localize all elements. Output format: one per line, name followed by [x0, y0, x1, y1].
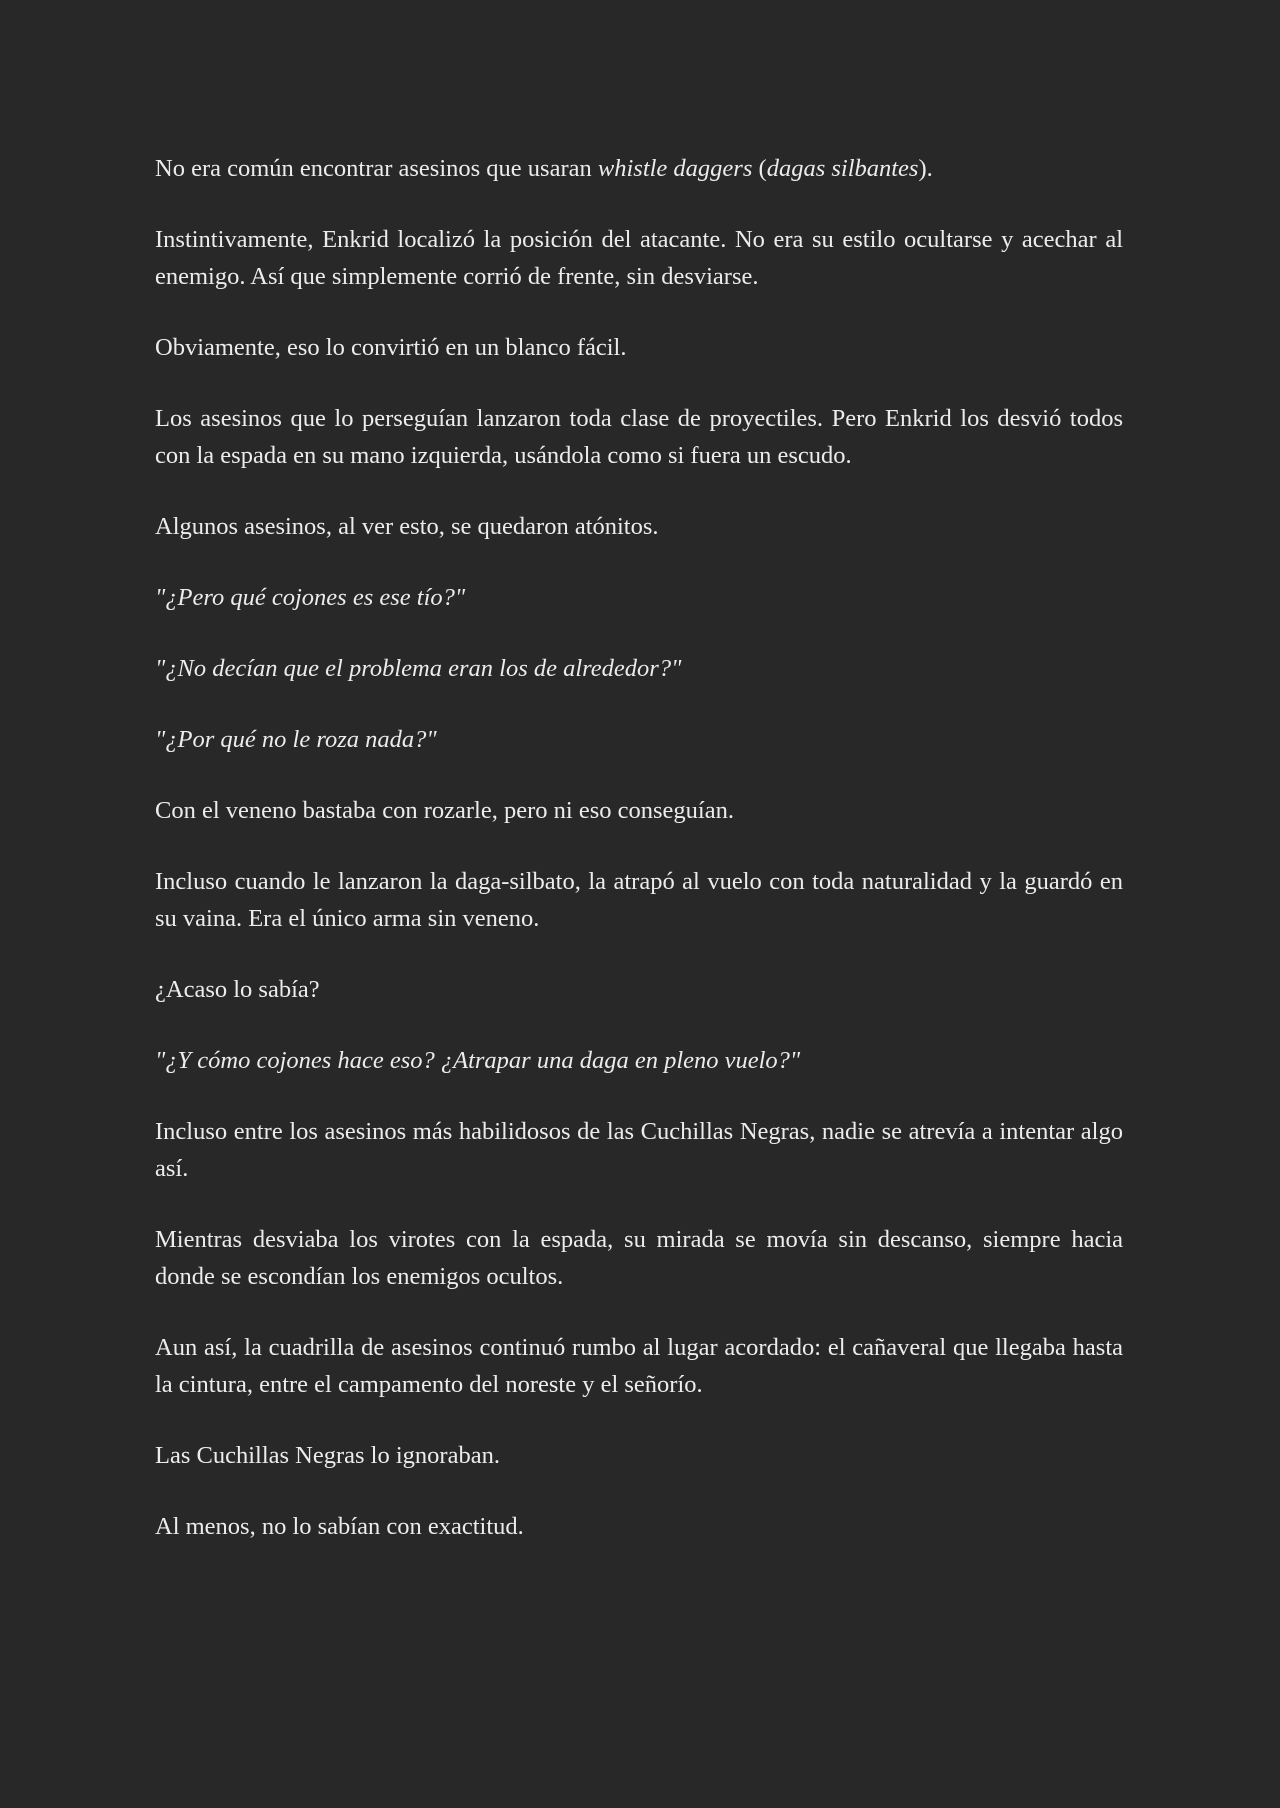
paragraph: Incluso entre los asesinos más habilidosos de las Cuchillas Negras, nadie se atrevía a intentar algo así. — [155, 1118, 1123, 1182]
dialogue-line: "¿Y cómo cojones hace eso? ¿Atrapar una daga en pleno vuelo?" — [155, 1047, 801, 1074]
paragraph: Con el veneno bastaba con rozarle, pero ni eso conseguían. — [155, 797, 734, 824]
emphasis-text: dagas silbantes — [766, 155, 919, 182]
paragraph: Las Cuchillas Negras lo ignoraban. — [155, 1442, 500, 1469]
dialogue-line: "¿No decían que el problema eran los de alrededor?" — [155, 655, 682, 682]
paragraph: Obviamente, eso lo convirtió en un blanco fácil. — [155, 334, 627, 361]
paragraph: Instintivamente, Enkrid localizó la posición del atacante. No era su estilo ocultarse y acechar al enemigo. Así que simplemente corrió de frente, sin desviarse. — [155, 226, 1123, 290]
paragraph: Los asesinos que lo perseguían lanzaron toda clase de proyectiles. Pero Enkrid los desvió todos con la espada en su mano izquierda, usándola como si fuera un escudo. — [155, 405, 1123, 469]
paragraph: Incluso cuando le lanzaron la daga-silbato, la atrapó al vuelo con toda naturalidad y la guardó en su vaina. Era el único arma sin veneno. — [155, 868, 1123, 932]
paragraph — [155, 150, 1123, 187]
paragraph: Mientras desviaba los virotes con la espada, su mirada se movía sin descanso, siempre hacia donde se escondían los enemigos ocultos. — [155, 1226, 1123, 1290]
paragraph: Algunos asesinos, al ver esto, se quedaron atónitos. — [155, 513, 659, 540]
paragraph: Al menos, no lo sabían con exactitud. — [155, 1513, 524, 1540]
emphasis-text: whistle daggers — [597, 155, 753, 182]
paragraph: Aun así, la cuadrilla de asesinos continuó rumbo al lugar acordado: el cañaveral que llegaba hasta la cintura, entre el campamento del noreste y el señorío. — [155, 1334, 1123, 1398]
document-body — [155, 150, 1123, 1579]
paragraph-text: ). — [918, 155, 933, 182]
paragraph-text: No era común encontrar asesinos que usaran — [155, 155, 598, 182]
paragraph: ¿Acaso lo sabía? — [155, 976, 320, 1003]
dialogue-line: "¿Por qué no le roza nada?" — [155, 726, 437, 753]
dialogue-line: "¿Pero qué cojones es ese tío?" — [155, 584, 466, 611]
paragraph-text: ( — [752, 155, 767, 182]
